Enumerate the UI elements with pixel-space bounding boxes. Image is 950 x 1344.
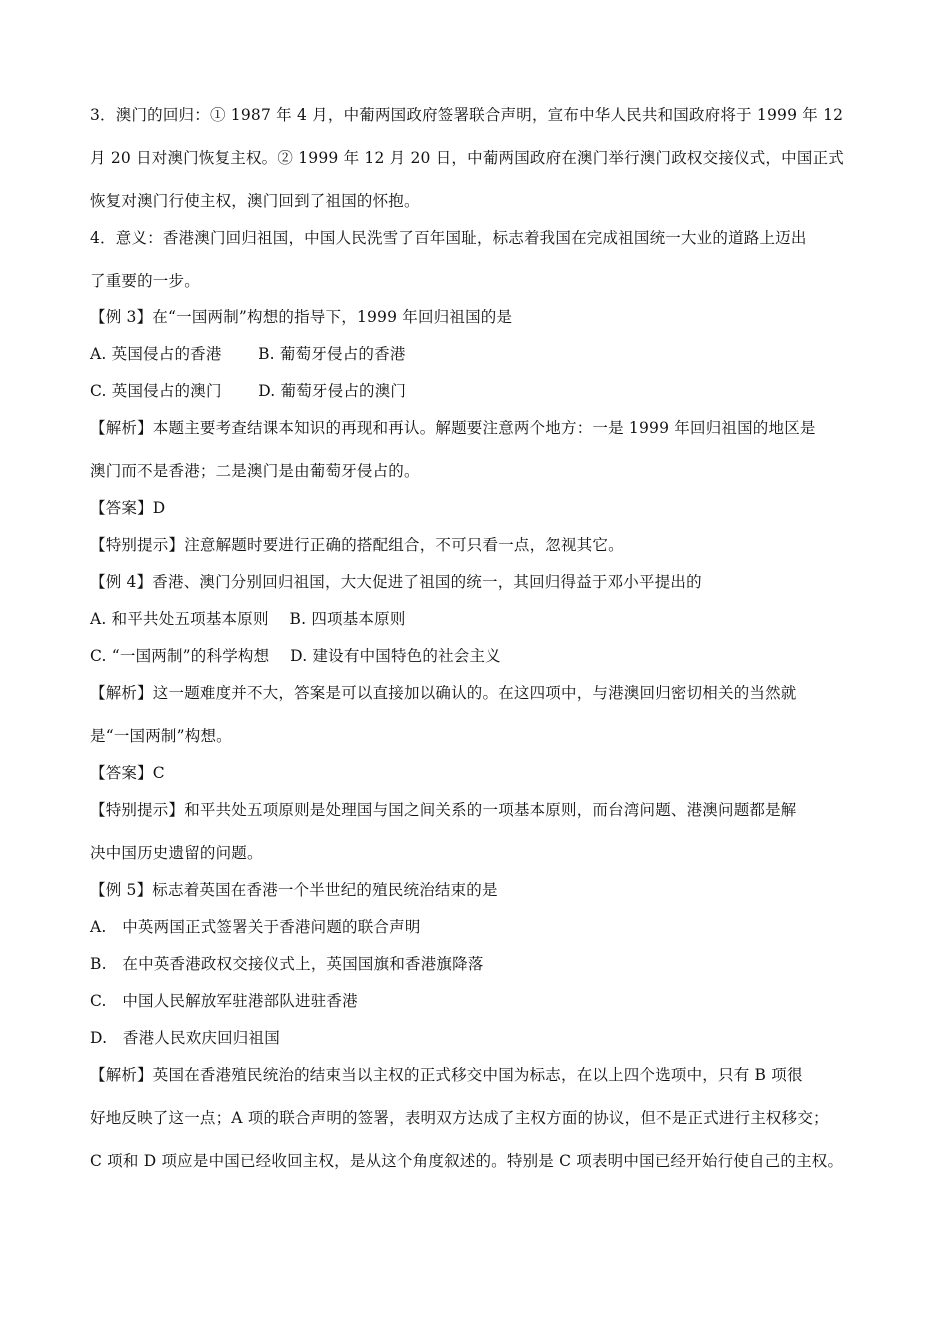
text-line: 4．意义：香港澳门回归祖国，中国人民洗雪了百年国耻，标志着我国在完成祖国统一大业的道路上迈出 xyxy=(90,229,807,247)
option-line: A. 和平共处五项基本原则 B. 四项基本原则 xyxy=(90,610,406,628)
text-line: 了重要的一步。 xyxy=(90,272,200,290)
option-line: D. 香港人民欢庆回归祖国 xyxy=(90,1029,280,1047)
example-4-question: 【例 4】香港、澳门分别回归祖国，大大促进了祖国的统一，其回归得益于邓小平提出的 xyxy=(90,573,702,591)
text-line: 好地反映了这一点；A 项的联合声明的签署，表明双方达成了主权方面的协议，但不是正式进行主权移交； xyxy=(90,1109,829,1127)
example-3-question: 【例 3】在“一国两制”构想的指导下，1999 年回归祖国的是 xyxy=(90,308,513,326)
text-line: 恢复对澳门行使主权，澳门回到了祖国的怀抱。 xyxy=(90,192,420,210)
text-line: 决中国历史遗留的问题。 xyxy=(90,844,263,862)
answer-line: 【答案】C xyxy=(90,764,165,782)
text-line: 澳门而不是香港；二是澳门是由葡萄牙侵占的。 xyxy=(90,462,420,480)
analysis-line: 【解析】这一题难度并不大，答案是可以直接加以确认的。在这四项中，与港澳回归密切相关的当然就 xyxy=(90,684,797,702)
tip-line: 【特别提示】和平共处五项原则是处理国与国之间关系的一项基本原则，而台湾问题、港澳问题都是解 xyxy=(90,801,797,819)
tip-line: 【特别提示】注意解题时要进行正确的搭配组合，不可只看一点，忽视其它。 xyxy=(90,536,624,554)
option-line: A. 英国侵占的香港 B. 葡萄牙侵占的香港 xyxy=(90,345,406,363)
text-line: 是“一国两制”构想。 xyxy=(90,727,232,745)
example-5-question: 【例 5】标志着英国在香港一个半世纪的殖民统治结束的是 xyxy=(90,881,498,899)
option-line: C. 英国侵占的澳门 D. 葡萄牙侵占的澳门 xyxy=(90,382,407,400)
option-line: C. “一国两制”的科学构想 D. 建设有中国特色的社会主义 xyxy=(90,647,501,665)
option-line: A. 中英两国正式签署关于香港问题的联合声明 xyxy=(90,918,421,936)
answer-line: 【答案】D xyxy=(90,499,166,517)
text-line: 月 20 日对澳门恢复主权。② 1999 年 12 月 20 日，中葡两国政府在澳门举行澳门政权交接仪式，中国正式 xyxy=(90,149,844,167)
analysis-line: 【解析】本题主要考查结课本知识的再现和再认。解题要注意两个地方：一是 1999 年回归祖国的地区是 xyxy=(90,419,816,437)
text-line: C 项和 D 项应是中国已经收回主权，是从这个角度叙述的。特别是 C 项表明中国已经开始行使自己的主权。 xyxy=(90,1152,844,1170)
option-line: C. 中国人民解放军驻港部队进驻香港 xyxy=(90,992,358,1010)
text-line: 3．澳门的回归：① 1987 年 4 月，中葡两国政府签署联合声明，宣布中华人民共和国政府将于 1999 年 12 xyxy=(90,106,844,124)
analysis-line: 【解析】英国在香港殖民统治的结束当以主权的正式移交中国为标志，在以上四个选项中，只有 B 项很 xyxy=(90,1066,803,1084)
option-line: B. 在中英香港政权交接仪式上，英国国旗和香港旗降落 xyxy=(90,955,484,973)
